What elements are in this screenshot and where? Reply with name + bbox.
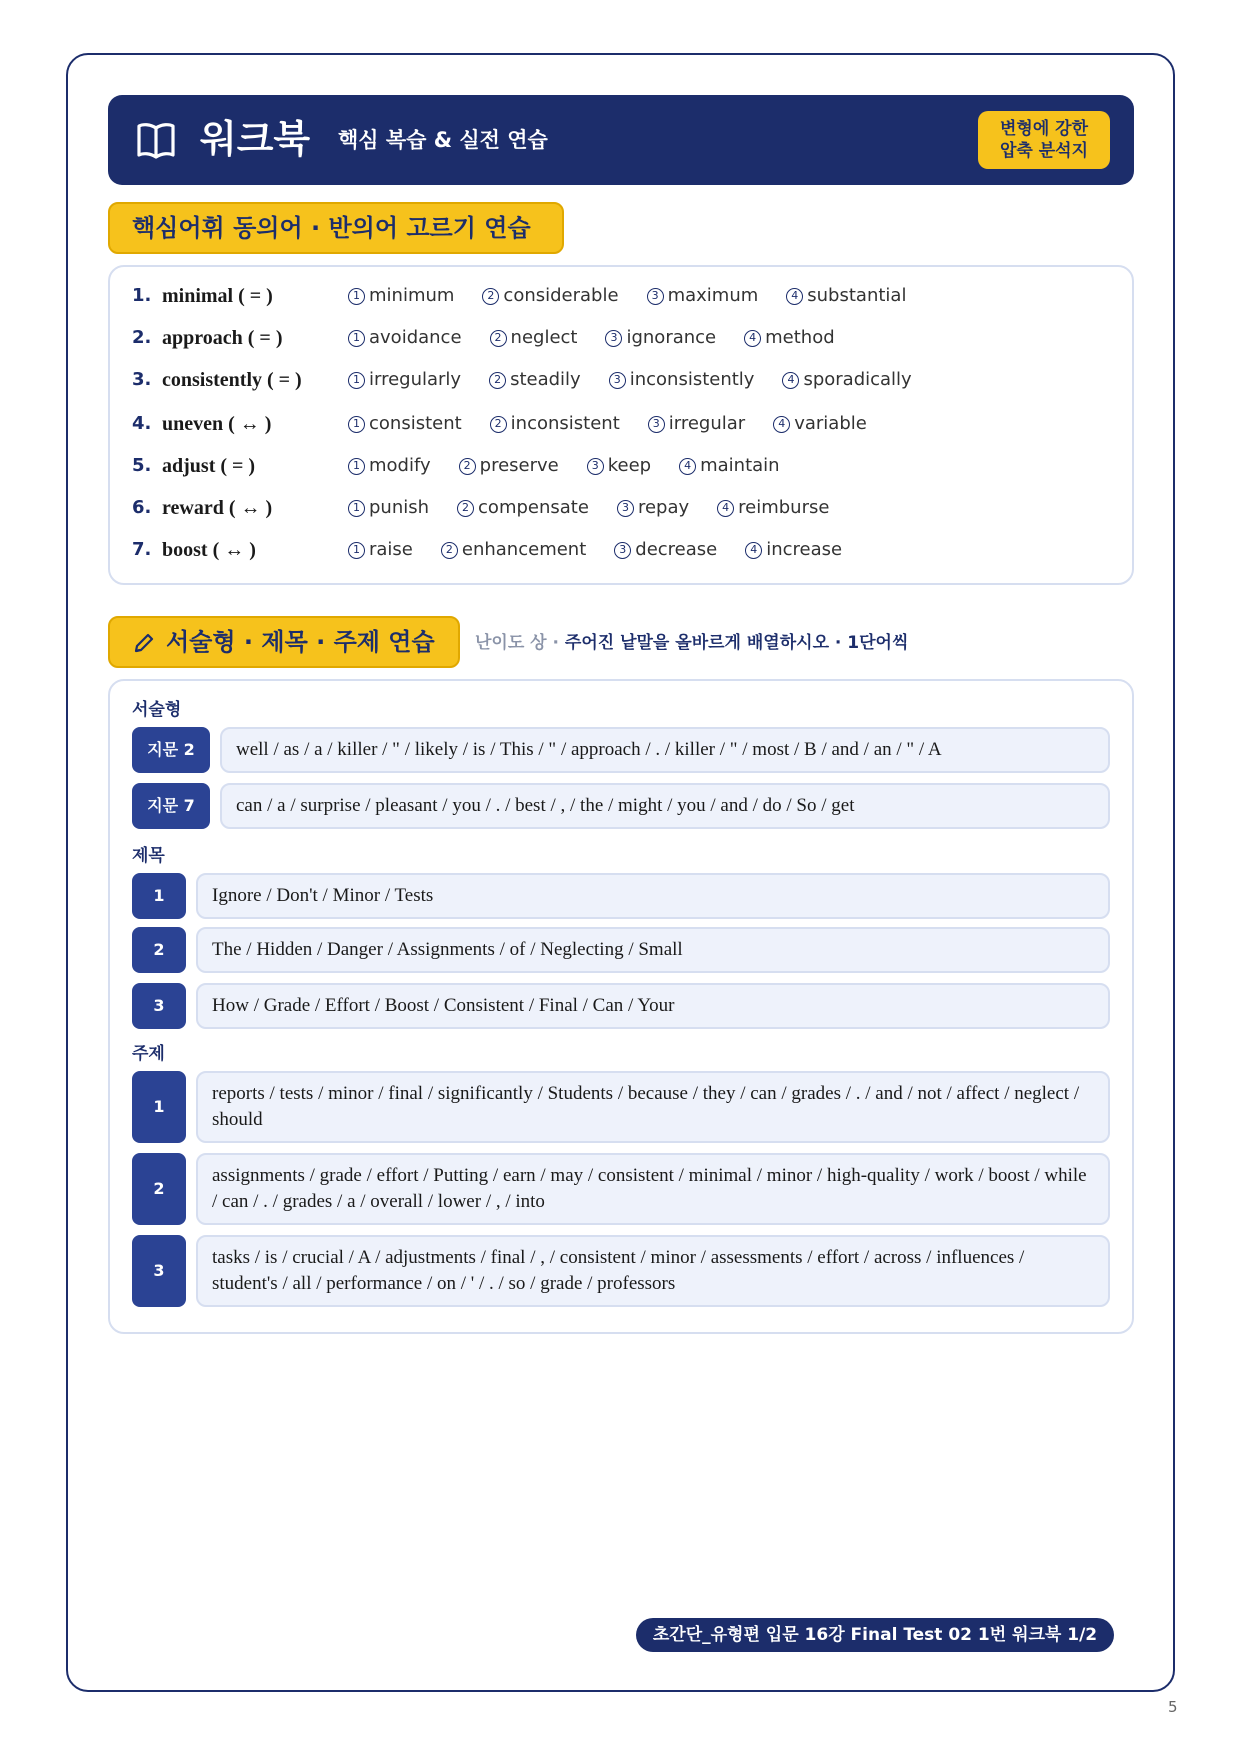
essay-label: 서술형 xyxy=(132,700,182,720)
title-row xyxy=(132,927,1110,973)
vocab-option[interactable] xyxy=(773,409,867,439)
vocab-word: consistently ( = ) xyxy=(162,369,302,391)
topic-tag: 1 xyxy=(132,1071,186,1143)
title-tag: 1 xyxy=(132,873,186,919)
topic-row xyxy=(132,1235,1110,1307)
vocab-options xyxy=(348,281,934,311)
vocab-option[interactable] xyxy=(786,281,906,311)
option-number-mark: 3 xyxy=(617,500,634,517)
option-number-mark: 4 xyxy=(679,458,696,475)
option-text: decrease xyxy=(635,539,718,560)
vocab-option[interactable] xyxy=(782,365,911,395)
book-icon xyxy=(136,121,176,159)
option-number-mark: 3 xyxy=(647,288,664,305)
topic-answer-field[interactable]: assignments / grade / effort / Putting / earn / may / consistent / minimal / minor / high-quality / work / boost / while / can / . / grades / a / overall / lower / , / into xyxy=(196,1153,1110,1225)
writing-section-title-text: 서술형 · 제목 · 주제 연습 xyxy=(166,628,435,656)
vocab-option[interactable] xyxy=(348,535,413,565)
instruction-text: 주어진 낱말을 올바르게 배열하시오 · 1단어씩 xyxy=(564,633,909,653)
option-text: reimburse xyxy=(738,497,830,518)
title-row xyxy=(132,873,1110,919)
option-text: ignorance xyxy=(626,327,717,348)
vocab-option[interactable] xyxy=(348,493,429,523)
essay-tag: 지문 7 xyxy=(132,783,210,829)
topic-tag: 2 xyxy=(132,1153,186,1225)
vocab-word: minimal ( = ) xyxy=(162,285,273,307)
title-tag: 2 xyxy=(132,927,186,973)
vocab-number: 7. xyxy=(132,539,152,560)
vocab-word: boost ( ↔ ) xyxy=(162,539,256,561)
option-text: neglect xyxy=(510,327,578,348)
vocab-option[interactable] xyxy=(617,493,689,523)
option-text: maximum xyxy=(667,285,759,306)
header-badge xyxy=(978,111,1110,169)
option-number-mark: 1 xyxy=(348,416,365,433)
option-text: modify xyxy=(369,455,431,476)
option-text: increase xyxy=(766,539,843,560)
option-text: raise xyxy=(369,539,413,560)
option-number-mark: 3 xyxy=(648,416,665,433)
difficulty-label: 난이도 상 · xyxy=(475,633,559,653)
badge-line-1: 변형에 강한 xyxy=(999,119,1089,139)
option-number-mark: 2 xyxy=(490,416,507,433)
topic-tag: 3 xyxy=(132,1235,186,1307)
topic-answer-field[interactable]: reports / tests / minor / final / significantly / Students / because / they / can / grades / . / and / not / affect / neglect / should xyxy=(196,1071,1110,1143)
vocab-option[interactable] xyxy=(587,451,651,481)
vocab-option[interactable] xyxy=(647,281,759,311)
vocab-option[interactable] xyxy=(717,493,829,523)
option-text: preserve xyxy=(479,455,559,476)
vocab-word: uneven ( ↔ ) xyxy=(162,413,272,435)
option-text: enhancement xyxy=(461,539,587,560)
page-subtitle: 핵심 복습 & 실전 연습 xyxy=(338,128,548,152)
option-number-mark: 3 xyxy=(587,458,604,475)
option-text: steadily xyxy=(510,369,581,390)
topic-row xyxy=(132,1071,1110,1143)
vocab-option[interactable] xyxy=(348,281,454,311)
page-number: 5 xyxy=(1168,1698,1178,1716)
option-number-mark: 1 xyxy=(348,458,365,475)
vocab-options xyxy=(348,409,895,439)
option-text: consistent xyxy=(369,413,462,434)
essay-answer-field[interactable]: well / as / a / killer / " / likely / is / This / " / approach / . / killer / " / most / B / and / an / " / A xyxy=(220,727,1110,773)
option-number-mark: 4 xyxy=(773,416,790,433)
option-number-mark: 3 xyxy=(609,372,626,389)
option-number-mark: 1 xyxy=(348,330,365,347)
title-tag: 3 xyxy=(132,983,186,1029)
option-number-mark: 4 xyxy=(786,288,803,305)
footer-label: 초간단_유형편 입문 16강 Final Test 02 1번 워크북 1/2 xyxy=(636,1618,1114,1652)
vocab-word: reward ( ↔ ) xyxy=(162,497,273,519)
badge-line-2: 압축 분석지 xyxy=(999,141,1089,161)
vocab-number: 6. xyxy=(132,497,152,518)
essay-answer-field[interactable]: can / a / surprise / pleasant / you / . / best / , / the / might / you / and / do / So / get xyxy=(220,783,1110,829)
option-number-mark: 2 xyxy=(441,542,458,559)
option-number-mark: 1 xyxy=(348,500,365,517)
vocab-option[interactable] xyxy=(348,409,462,439)
vocab-option[interactable] xyxy=(348,365,461,395)
vocab-word: adjust ( = ) xyxy=(162,455,256,477)
option-text: minimum xyxy=(369,285,455,306)
vocab-option[interactable] xyxy=(457,493,589,523)
vocab-option[interactable] xyxy=(441,535,586,565)
vocab-number: 4. xyxy=(132,413,152,434)
vocab-option[interactable] xyxy=(744,323,835,353)
vocab-word: approach ( = ) xyxy=(162,327,283,349)
option-text: keep xyxy=(607,455,652,476)
vocab-number: 5. xyxy=(132,455,152,476)
option-number-mark: 1 xyxy=(348,372,365,389)
pencil-icon xyxy=(132,631,156,655)
option-number-mark: 2 xyxy=(457,500,474,517)
vocab-option[interactable] xyxy=(459,451,559,481)
option-number-mark: 2 xyxy=(482,288,499,305)
option-number-mark: 2 xyxy=(490,330,507,347)
writing-box xyxy=(108,679,1134,1334)
option-text: repay xyxy=(637,497,690,518)
option-text: inconsistent xyxy=(510,413,620,434)
option-text: considerable xyxy=(503,285,619,306)
option-number-mark: 4 xyxy=(782,372,799,389)
vocab-option[interactable] xyxy=(348,451,431,481)
topic-label: 주제 xyxy=(132,1044,165,1064)
vocab-option[interactable] xyxy=(745,535,842,565)
header-banner xyxy=(108,95,1134,185)
vocab-number: 3. xyxy=(132,369,152,390)
vocab-number: 1. xyxy=(132,285,152,306)
option-number-mark: 3 xyxy=(614,542,631,559)
option-number-mark: 4 xyxy=(745,542,762,559)
vocab-option[interactable] xyxy=(482,281,618,311)
vocab-option[interactable] xyxy=(605,323,716,353)
vocab-option[interactable] xyxy=(490,409,620,439)
option-text: irregularly xyxy=(369,369,462,390)
vocab-section-title: 핵심어휘 동의어 · 반의어 고르기 연습 xyxy=(108,202,564,254)
vocab-options xyxy=(348,451,808,481)
title-answer-field[interactable]: How / Grade / Effort / Boost / Consistent / Final / Can / Your xyxy=(196,983,1110,1029)
option-text: avoidance xyxy=(369,327,462,348)
option-text: irregular xyxy=(668,413,746,434)
option-number-mark: 1 xyxy=(348,288,365,305)
vocab-option[interactable] xyxy=(348,323,462,353)
writing-section-note xyxy=(475,628,908,658)
essay-tag: 지문 2 xyxy=(132,727,210,773)
essay-row xyxy=(132,783,1110,829)
option-number-mark: 3 xyxy=(605,330,622,347)
writing-section-title xyxy=(108,616,460,668)
vocab-options xyxy=(348,535,870,565)
vocab-options xyxy=(348,365,940,395)
page-title: 워크북 xyxy=(200,117,311,161)
option-number-mark: 2 xyxy=(459,458,476,475)
option-number-mark: 4 xyxy=(717,500,734,517)
vocab-box xyxy=(108,265,1134,585)
topic-row xyxy=(132,1153,1110,1225)
vocab-options xyxy=(348,323,863,353)
option-number-mark: 2 xyxy=(489,372,506,389)
vocab-option[interactable] xyxy=(609,365,755,395)
option-text: compensate xyxy=(478,497,589,518)
topic-answer-field[interactable]: tasks / is / crucial / A / adjustments / final / , / consistent / minor / assessments / effort / across / influences / student's / all / performance / on / ' / . / so / grade / professors xyxy=(196,1235,1110,1307)
option-text: method xyxy=(765,327,835,348)
vocab-number: 2. xyxy=(132,327,152,348)
vocab-option[interactable] xyxy=(614,535,717,565)
option-text: punish xyxy=(369,497,430,518)
option-text: variable xyxy=(794,413,867,434)
vocab-option[interactable] xyxy=(489,365,581,395)
essay-row xyxy=(132,727,1110,773)
vocab-option[interactable] xyxy=(648,409,745,439)
option-number-mark: 4 xyxy=(744,330,761,347)
title-answer-field[interactable]: Ignore / Don't / Minor / Tests xyxy=(196,873,1110,919)
option-text: inconsistently xyxy=(629,369,755,390)
vocab-option[interactable] xyxy=(679,451,779,481)
option-text: maintain xyxy=(700,455,780,476)
title-row xyxy=(132,983,1110,1029)
option-text: substantial xyxy=(807,285,907,306)
vocab-option[interactable] xyxy=(490,323,578,353)
title-label: 제목 xyxy=(132,846,165,866)
vocab-options xyxy=(348,493,857,523)
title-answer-field[interactable]: The / Hidden / Danger / Assignments / of / Neglecting / Small xyxy=(196,927,1110,973)
option-number-mark: 1 xyxy=(348,542,365,559)
option-text: sporadically xyxy=(803,369,912,390)
